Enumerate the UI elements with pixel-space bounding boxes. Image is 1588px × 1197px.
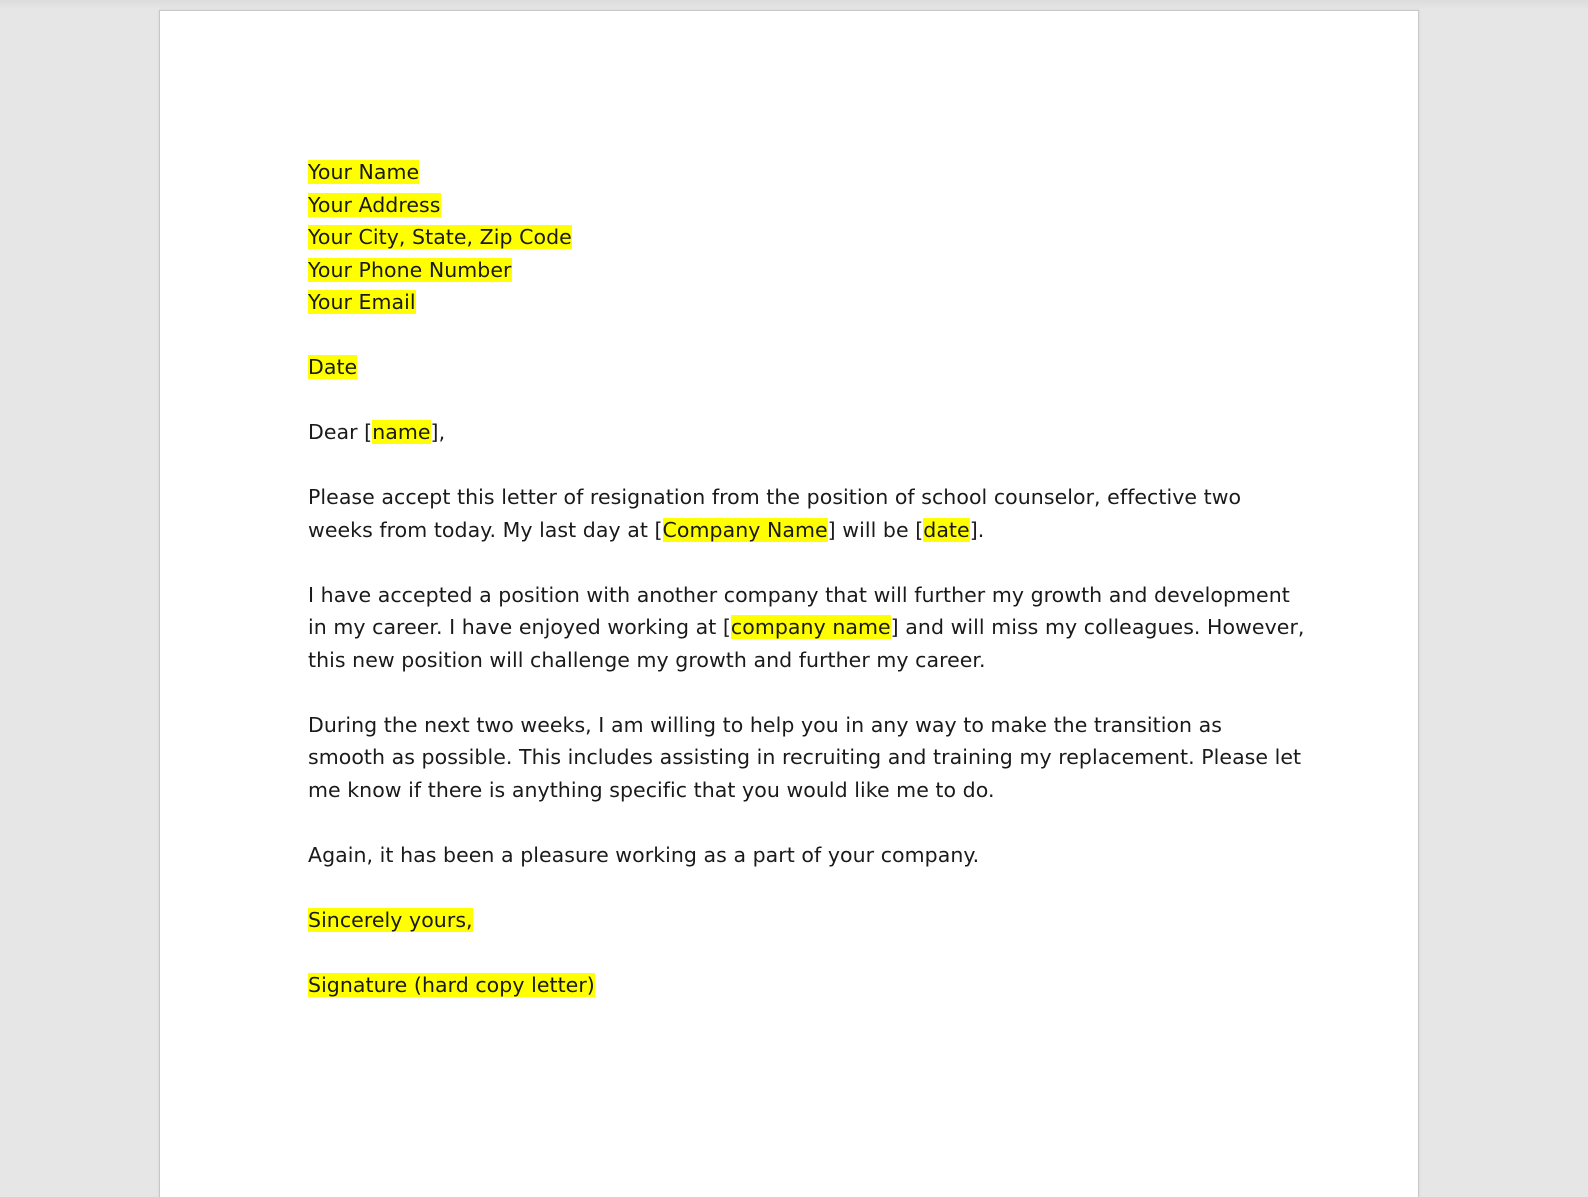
spacer <box>308 806 1288 839</box>
paragraph-2-line-3: this new position will challenge my growth and further my career. <box>308 647 986 672</box>
company-name-placeholder[interactable]: Company Name <box>662 517 828 542</box>
spacer <box>308 546 1288 579</box>
sender-city-state-zip[interactable]: Your City, State, Zip Code <box>308 225 572 249</box>
top-strip <box>0 0 1588 10</box>
signature[interactable]: Signature (hard copy letter) <box>308 972 595 997</box>
sender-block <box>308 156 1288 189</box>
paragraph-2-line-1: I have accepted a position with another company that will further my growth and development <box>308 582 1290 607</box>
paragraph-3-line-1: During the next two weeks, I am willing to help you in any way to make the transition as <box>308 712 1223 737</box>
spacer <box>308 449 1288 482</box>
paragraph-1-line-2c: ]. <box>969 517 985 542</box>
letter-body[interactable] <box>308 156 1305 1001</box>
sender-phone[interactable]: Your Phone Number <box>308 257 512 282</box>
spacer <box>308 936 1288 969</box>
last-day-date-placeholder[interactable]: date <box>923 517 970 542</box>
closing[interactable]: Sincerely yours, <box>308 907 473 932</box>
salutation <box>308 416 1288 449</box>
sender-email[interactable]: Your Email <box>308 290 416 314</box>
letter-date[interactable]: Date <box>308 355 358 379</box>
paragraph-4: Again, it has been a pleasure working as a part of your company. <box>308 842 980 867</box>
salutation-suffix: ], <box>430 420 446 444</box>
paragraph-2-line-2b: ] and will miss my colleagues. However, <box>890 615 1305 639</box>
spacer <box>308 384 1288 417</box>
salutation-prefix: Dear [ <box>308 420 373 444</box>
paragraph-1-line-2a: weeks from today. My last day at [ <box>308 517 663 542</box>
paragraph-1-line-2b: ] will be [ <box>827 517 924 542</box>
sender-address[interactable]: Your Address <box>308 192 441 217</box>
spacer <box>308 319 1288 352</box>
recipient-name[interactable]: name <box>372 420 431 444</box>
paragraph-2-line-2a: in my career. I have enjoyed working at [ <box>308 615 731 639</box>
sender-name[interactable]: Your Name <box>308 160 420 184</box>
spacer <box>308 871 1288 904</box>
paragraph-3-line-2: smooth as possible. This includes assisting in recruiting and training my replacement. Please let <box>308 745 1302 769</box>
paragraph-1-line-1: Please accept this letter of resignation from the position of school counselor, effective two <box>308 485 1242 509</box>
paragraph-3 <box>308 709 1302 807</box>
spacer <box>308 676 1288 709</box>
paragraph-1 <box>308 481 1288 546</box>
paragraph-2 <box>308 579 1305 677</box>
company-name-placeholder-2[interactable]: company name <box>730 615 891 639</box>
paragraph-3-line-3: me know if there is anything specific that you would like me to do. <box>308 777 995 802</box>
document-page[interactable] <box>159 10 1419 1197</box>
